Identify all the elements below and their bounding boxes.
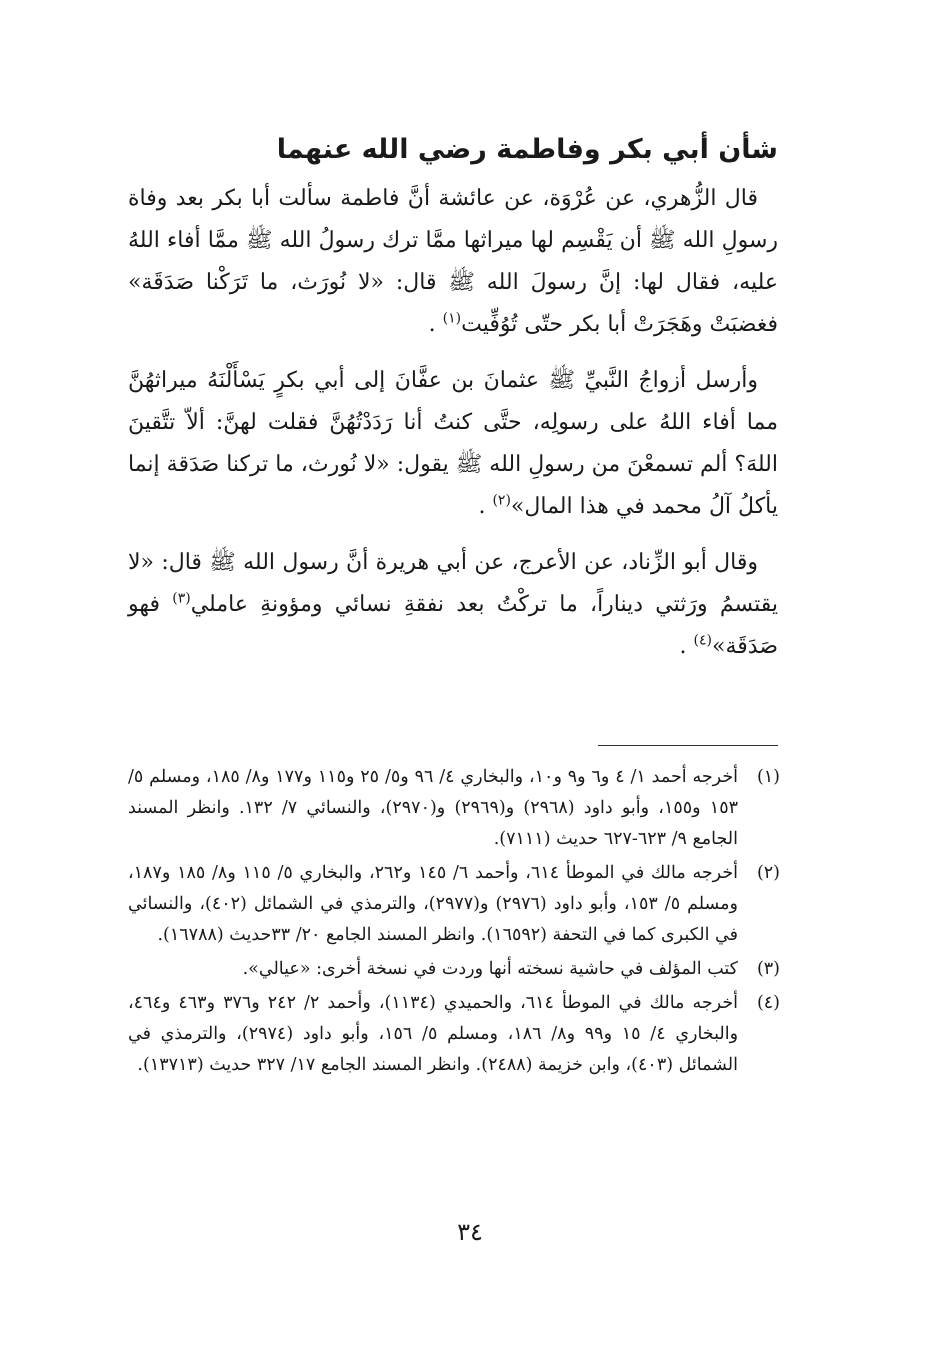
footnote-ref-2: (٢) [492,492,511,509]
footnote-1 [128,762,780,855]
footnote-4-text: أخرجه مالك في الموطأ ٦١٤، والحميدي (١١٣٤)، وأحمد ٢/ ٢٤٢ و٣٧٦ و٤٦٣ و٤٦٤، والبخاري ٤/ ١٥ و٩٩ و٨/ ١٨٦، ومسلم ٥/ ١٥٦، وأبو داود (٢٩٧٤)، والترمذي في الشمائل (٤٠٣)، وابن خزيمة (٢٤٨٨). وانظر المسند الجامع ١٧/ ٣٢٧ حديث (١٣٧١٣). [128,993,739,1075]
paragraph-3 [128,542,778,668]
paragraph-2 [128,360,778,528]
footnote-3-text: كتب المؤلف في حاشية نسخته أنها وردت في نسخة أخرى: «عيالي». [242,959,738,979]
footnote-4 [128,988,780,1081]
footnote-1-number: (١) [756,767,780,787]
paragraph-3-text: وقال أبو الزِّناد، عن الأعرج، عن أبي هريرة أنَّ رسول الله ﷺ قال: «لا يقتسمُ ورَثتي ديناراً، ما تركْتُ بعد نفقةِ نسائي ومؤونةِ عاملي [128,550,779,617]
paragraph-1 [128,178,778,346]
footnote-3 [128,954,780,985]
footnote-ref-3: (٣) [172,590,191,607]
footnote-2-text: أخرجه مالك في الموطأ ٦١٤، وأحمد ٦/ ١٤٥ و٢٦٢، والبخاري ٥/ ١١٥ و٨/ ١٨٥ و١٨٧، ومسلم ٥/ ١٥٣، وأبو داود (٢٩٧٦) و(٢٩٧٧)، والترمذي في الشمائل (٤٠٢)، والنسائي في الكبرى كما في التحفة (١٦٥٩٢). وانظر المسند الجامع ٢٠/ ٣٣حديث (١٦٧٨٨). [128,863,739,945]
footnotes [128,762,780,1084]
paragraph-3-text-2: فهو صَدَقَة» [128,592,778,659]
footnote-3-number: (٣) [756,959,780,979]
paragraph-1-tail: . [428,312,443,337]
footnote-2-number: (٢) [756,863,780,883]
main-text [128,130,778,682]
paragraph-3-tail: . [679,634,694,659]
footnote-ref-1: (١) [442,310,462,327]
paragraph-2-tail: . [478,494,493,519]
paragraph-2-text: وأرسل أزواجُ النَّبيِّ ﷺ عثمانَ بن عفَّانَ إلى أبي بكرٍ يَسْأَلْنَهُ ميراثهُنَّ مما أفاء اللهُ على رسولِه، حتَّى كنتُ أنا رَدَدْتُهُنَّ فقلت لهنَّ: ألاّ تتَّقينَ اللهَ؟ ألم تسمعْنَ من رسولِ الله ﷺ يقول: «لا نُورث، ما تركنا صَدَقة إنما يأكلُ آلُ محمد في هذا المال» [128,368,778,519]
footnote-2 [128,858,780,951]
paragraph-1-text: قال الزُّهري، عن عُرْوَة، عن عائشة أنَّ فاطمة سألت أبا بكر بعد وفاة رسولِ الله ﷺ أن يَقْسِم لها ميراثها ممَّا ترك رسولُ الله ﷺ ممَّا أفاء اللهُ عليه، فقال لها: إنَّ رسولَ الله ﷺ قال: «لا نُورَث، ما تَرَكْنا صَدَقَة» فغضبَتْ وهَجَرَتْ أبا بكر حتّى تُوُفِّيت [128,186,778,337]
footnote-1-text: أخرجه أحمد ١/ ٤ و٦ و٩ و١٠، والبخاري ٤/ ٩٦ و٥/ ٢٥ و١١٥ و١٧٧ و٨/ ١٨٥، ومسلم ٥/ ١٥٣ و١٥٥، وأبو داود (٢٩٦٨) و(٢٩٦٩) و(٢٩٧٠)، والنسائي ٧/ ١٣٢. وانظر المسند الجامع ٩/ ٦٢٣-٦٢٧ حديث (٧١١١). [128,767,739,849]
page-number: ٣٤ [457,1218,483,1246]
footnote-divider [598,745,778,746]
footnote-4-number: (٤) [756,993,780,1013]
section-heading: شأن أبي بكر وفاطمة رضي الله عنهما [276,134,778,165]
footnote-ref-4: (٤) [693,632,712,649]
